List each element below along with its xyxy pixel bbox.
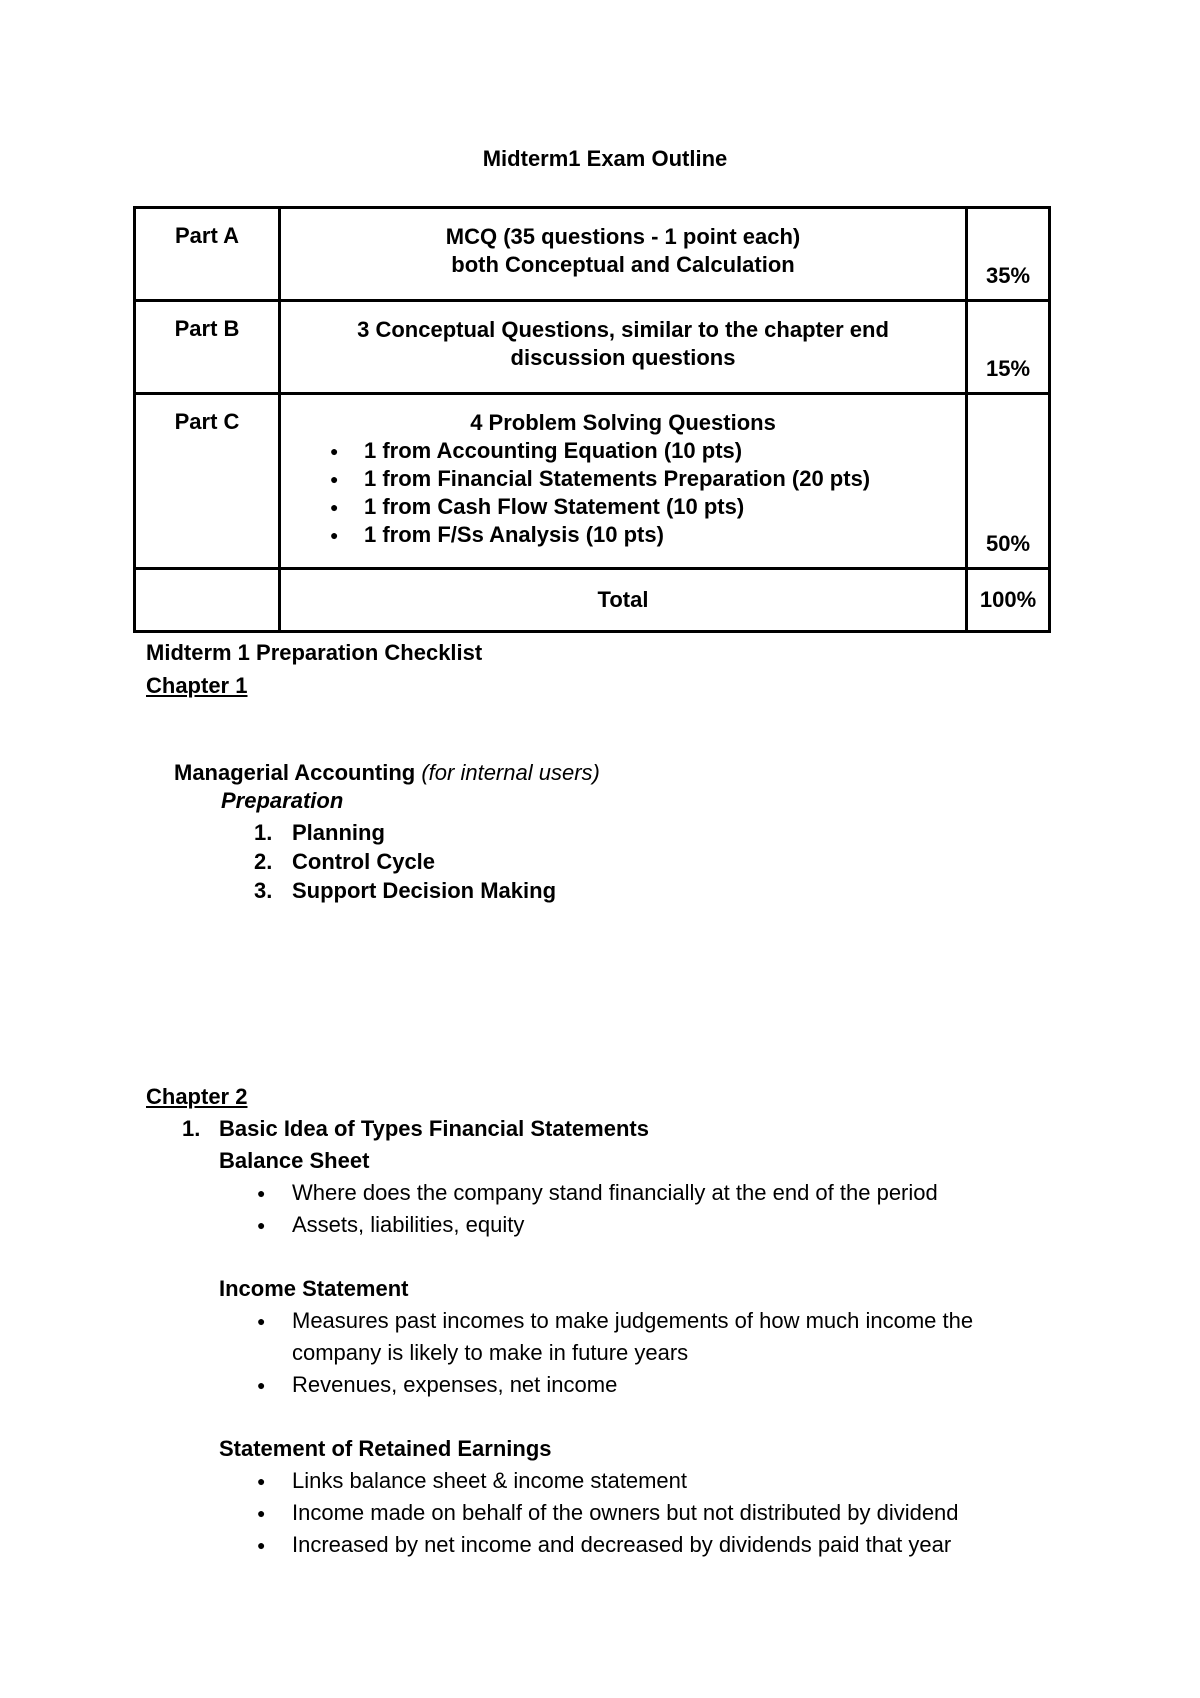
bullet-icon: ● <box>257 1185 266 1201</box>
table-row <box>135 394 1050 569</box>
list-item: Support Decision Making <box>292 878 557 903</box>
question-list <box>281 437 965 549</box>
list-item: ● 1 from Cash Flow Statement (10 pts) <box>330 493 965 521</box>
list-item: Where does the company stand financially at the end of the period <box>292 1180 938 1205</box>
description-line: MCQ (35 questions - 1 point each) <box>445 224 801 249</box>
list-item: Control Cycle <box>292 849 436 874</box>
description-cell <box>280 394 967 569</box>
list-number: 1. <box>254 820 273 845</box>
balance-sheet-heading: Balance Sheet <box>219 1148 370 1173</box>
percent-cell: 35% <box>967 208 1050 301</box>
bullet-icon: ● <box>257 1313 266 1329</box>
description-line: discussion questions <box>510 345 736 370</box>
list-number: 2. <box>254 849 273 874</box>
list-item: ● 1 from F/Ss Analysis (10 pts) <box>330 521 965 549</box>
list-item: Assets, liabilities, equity <box>292 1212 525 1237</box>
checklist-title: Midterm 1 Preparation Checklist <box>146 640 483 665</box>
list-item: ● 1 from Accounting Equation (10 pts) <box>330 437 965 465</box>
table-row <box>135 301 1050 394</box>
list-item: Links balance sheet & income statement <box>292 1468 688 1493</box>
list-item: Income made on behalf of the owners but not distributed by dividend <box>292 1500 959 1525</box>
chapter1-heading: Chapter 1 <box>146 673 248 698</box>
empty-cell <box>135 569 280 632</box>
list-item: Increased by net income and decreased by dividends paid that year <box>292 1532 952 1557</box>
description-line: both Conceptual and Calculation <box>451 252 795 277</box>
list-item: ● 1 from Financial Statements Preparation (20 pts) <box>330 465 965 493</box>
page-title: Midterm1 Exam Outline <box>482 146 728 171</box>
list-number: 3. <box>254 878 273 903</box>
bullet-icon: ● <box>257 1505 266 1521</box>
description-cell <box>280 208 967 301</box>
topic-note: (for internal users) <box>421 760 600 785</box>
list-item: Revenues, expenses, net income <box>292 1372 618 1397</box>
chapter1-subheading: Preparation <box>221 788 344 813</box>
income-statement-heading: Income Statement <box>219 1276 409 1301</box>
percent-cell: 15% <box>967 301 1050 394</box>
bullet-icon: ● <box>257 1217 266 1233</box>
part-cell: Part A <box>135 208 280 301</box>
part-cell: Part B <box>135 301 280 394</box>
percent-cell: 50% <box>967 394 1050 569</box>
exam-outline-table <box>133 206 1051 633</box>
list-item: Basic Idea of Types Financial Statements <box>219 1116 649 1141</box>
list-item: Measures past incomes to make judgements of how much income the <box>292 1308 974 1333</box>
description-line: 3 Conceptual Questions, similar to the chapter end <box>357 317 889 342</box>
bullet-icon: ● <box>257 1377 266 1393</box>
total-row <box>135 569 1050 632</box>
total-label: Total <box>280 569 967 632</box>
list-item-continuation: company is likely to make in future years <box>292 1340 689 1365</box>
part-cell: Part C <box>135 394 280 569</box>
list-item: Planning <box>292 820 385 845</box>
bullet-icon: ● <box>257 1537 266 1553</box>
list-number: 1. <box>182 1116 201 1141</box>
total-percent: 100% <box>967 569 1050 632</box>
chapter2-heading: Chapter 2 <box>146 1084 248 1109</box>
description-line: 4 Problem Solving Questions <box>470 410 776 435</box>
retained-earnings-heading: Statement of Retained Earnings <box>219 1436 552 1461</box>
topic-label: Managerial Accounting <box>174 760 416 785</box>
chapter1-topic <box>174 758 600 788</box>
bullet-icon: ● <box>257 1473 266 1489</box>
description-cell <box>280 301 967 394</box>
table-row <box>135 208 1050 301</box>
